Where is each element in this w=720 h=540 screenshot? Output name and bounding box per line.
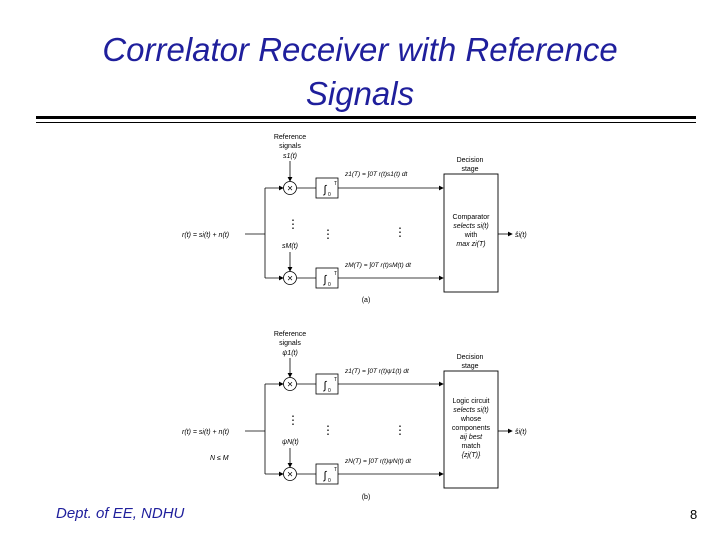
b-multiplier-top-symbol: × [287,379,293,391]
a-integrator-bottom-lower: 0 [328,282,331,288]
b-multiplier-bottom-symbol: × [287,469,293,481]
b-ref-bottom-signal: ψN(t) [282,439,299,446]
a-ellipsis-int: ⋮ [322,227,334,241]
a-multiplier-top-symbol: × [287,183,293,195]
a-ref-label-2: signals [279,143,301,150]
page-number: 8 [690,507,698,522]
b-box-line-4: components [451,425,491,432]
a-output-label: ŝi(t) [515,232,527,239]
b-integrator-top-symbol: ∫ [323,380,327,392]
a-integrator-top-lower: 0 [328,192,331,198]
b-ref-top-signal: ψ1(t) [282,350,298,357]
a-ref-top-signal: s1(t) [283,153,297,160]
a-decision-2: stage [461,166,479,173]
b-box-line-6: match [461,443,481,450]
b-ellipsis-eq: ⋮ [394,423,406,437]
a-box-line-2: selects si(t) [453,223,489,230]
b-integrator-bottom-lower: 0 [328,478,331,484]
a-caption: (a) [361,297,371,304]
b-integrator-top-eq: z1(T) = ∫0T r(t)ψ1(t) dt [345,368,409,375]
b-integrator-bottom-upper: T [334,467,338,473]
b-n-condition: N ≤ M [210,455,229,462]
b-ref-label-2: signals [279,340,301,347]
b-box-line-2: selects si(t) [453,407,489,414]
diagram-a [182,134,527,304]
a-multiplier-bottom-symbol: × [287,273,293,285]
b-integrator-bottom-eq: zN(T) = ∫0T r(t)ψN(t) dt [345,458,411,465]
a-integrator-top-eq: z1(T) = ∫0T r(t)s1(t) dt [345,171,408,178]
a-ref-bottom-signal: sM(t) [282,243,298,250]
b-caption: (b) [361,494,371,501]
b-integrator-top-upper: T [334,377,338,383]
b-input-label: r(t) = si(t) + n(t) [182,429,230,436]
a-box-line-4: max zi(T) [456,241,486,248]
b-decision-1: Decision [456,354,484,361]
title-line-1: Correlator Receiver with Reference [102,31,618,68]
a-ref-label-1: Reference [273,134,307,141]
b-box-line-1: Logic circuit [452,398,490,405]
footer-department: Dept. of EE, NDHU [56,505,185,522]
b-output-label: ŝi(t) [515,429,527,436]
a-input-label: r(t) = si(t) + n(t) [182,232,230,239]
a-integrator-bottom-symbol: ∫ [323,274,327,286]
b-box-line-3: whose [460,416,482,423]
title-line-2: Signals [305,75,415,112]
b-ellipsis-mult: ⋮ [287,413,299,427]
diagram-b [182,331,527,501]
b-ref-label-1: Reference [273,331,307,338]
b-integrator-top-lower: 0 [328,388,331,394]
b-ellipsis-int: ⋮ [322,423,334,437]
a-integrator-top-symbol: ∫ [323,184,327,196]
a-integrator-bottom-upper: T [334,271,338,277]
a-box-line-1: Comparator [452,214,490,221]
a-integrator-top-upper: T [334,181,338,187]
a-box-line-3: with [464,232,478,239]
b-box-line-5: aij best [459,434,483,441]
a-decision-1: Decision [456,157,484,164]
a-ellipsis-mult: ⋮ [287,217,299,231]
b-integrator-bottom-symbol: ∫ [323,470,327,482]
b-box-line-7: {zj(T)} [461,452,481,459]
a-integrator-bottom-eq: zM(T) = ∫0T r(t)sM(t) dt [345,262,411,269]
b-decision-2: stage [461,363,479,370]
a-ellipsis-eq: ⋮ [394,225,406,239]
